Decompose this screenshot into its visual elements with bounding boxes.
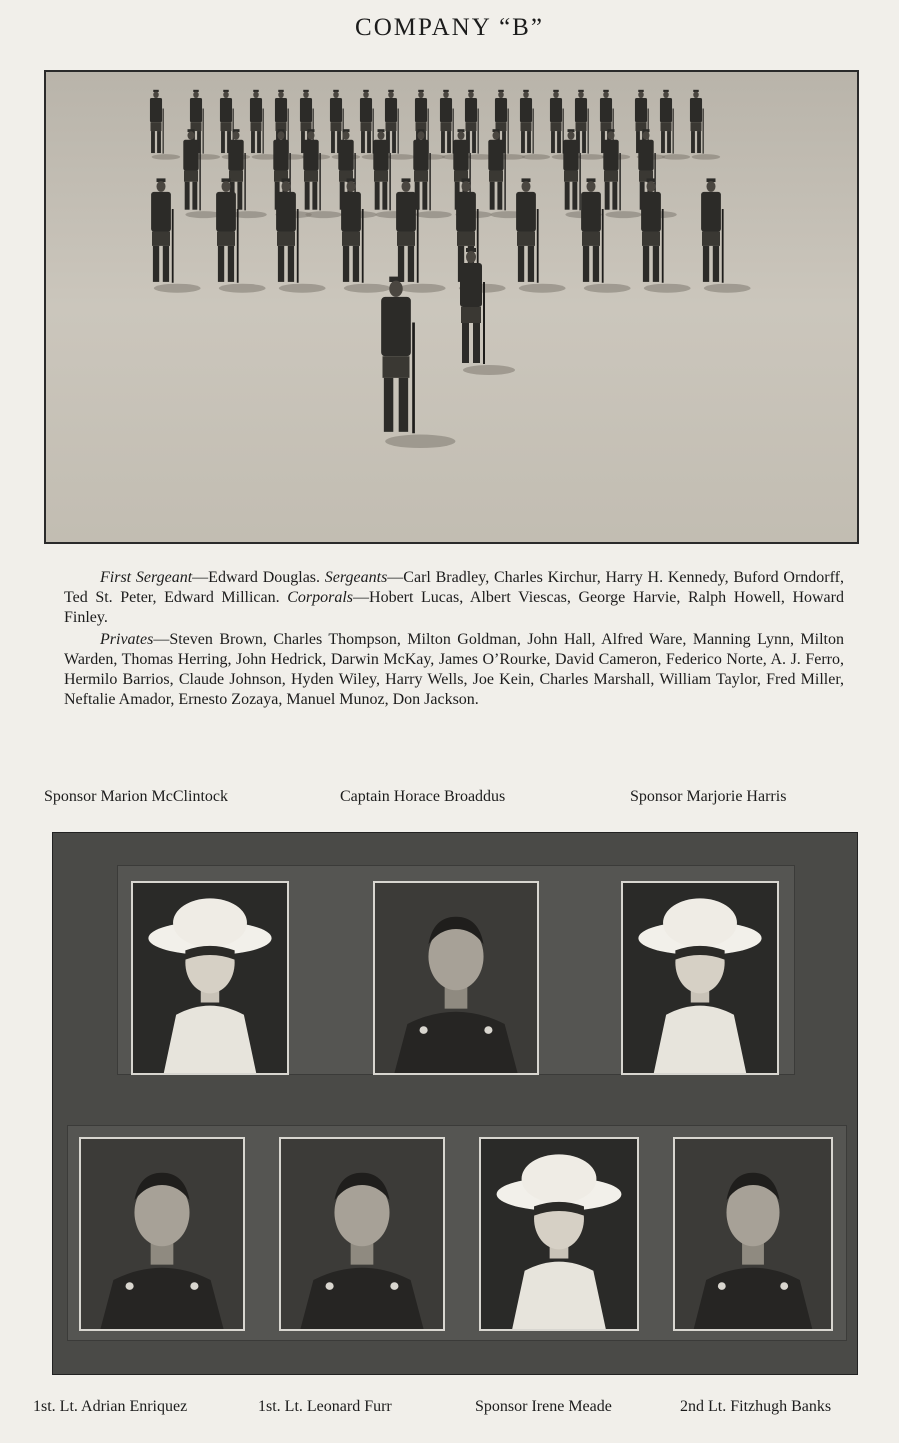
roster-names: —Carl Bradley, Charles Kirchur, Harry H. Kennedy, Buford Orndorff, Ted St. Peter, Edward Millican. [64, 569, 845, 606]
company-group-photo [44, 70, 859, 544]
roster-names: —Hobert Lucas, Albert Viescas, George Harvie, Ralph Howell, Howard Finley. [64, 589, 844, 626]
caption-lt-banks: 2nd Lt. Fitzhugh Banks [680, 1398, 832, 1415]
portrait-lt-furr [279, 1137, 445, 1331]
portrait-lt-banks [673, 1137, 833, 1331]
page-title: COMPANY “B” [355, 14, 544, 41]
roster-paragraph-ncos [64, 568, 844, 628]
roster-role: First Sergeant [100, 569, 193, 586]
officer-portrait-board [52, 832, 858, 1375]
portrait-captain-broaddus [373, 881, 539, 1075]
company-group-photo-image [46, 72, 857, 542]
roster-role: Sergeants [324, 569, 388, 586]
roster-names: —Steven Brown, Charles Thompson, Milton Goldman, John Hall, Alfred Ware, Manning Lynn, Milton Warden, Thomas Herring, John Hedrick, Darwin McKay, James O’Rourke, David Cameron, Federico Norte, A. J. Ferro, Hermilo Barrios, Claude Johnson, Hyden Wiley, Harry Wells, Joe Kein, Charles Marshall, William Taylor, Fred Miller, Neftalie Amador, Ernesto Zozaya, Manuel Munoz, Don Jackson. [64, 631, 844, 708]
caption-sponsor-harris: Sponsor Marjorie Harris [630, 788, 787, 805]
roster-names: —Edward Douglas. [192, 569, 325, 586]
caption-lt-enriquez: 1st. Lt. Adrian Enriquez [33, 1398, 188, 1415]
portrait-sponsor-meade [479, 1137, 639, 1331]
portrait-sponsor-mcclintock [131, 881, 289, 1075]
portrait-lt-enriquez [79, 1137, 245, 1331]
roster-paragraph-privates [64, 630, 844, 710]
roster-text [64, 568, 844, 712]
roster-role: Privates [100, 631, 154, 648]
caption-sponsor-meade: Sponsor Irene Meade [475, 1398, 612, 1415]
roster-role: Corporals [287, 589, 354, 606]
portrait-sponsor-harris [621, 881, 779, 1075]
caption-captain-broaddus: Captain Horace Broaddus [340, 788, 506, 805]
caption-sponsor-mcclintock: Sponsor Marion McClintock [44, 788, 228, 805]
caption-lt-furr: 1st. Lt. Leonard Furr [258, 1398, 392, 1415]
